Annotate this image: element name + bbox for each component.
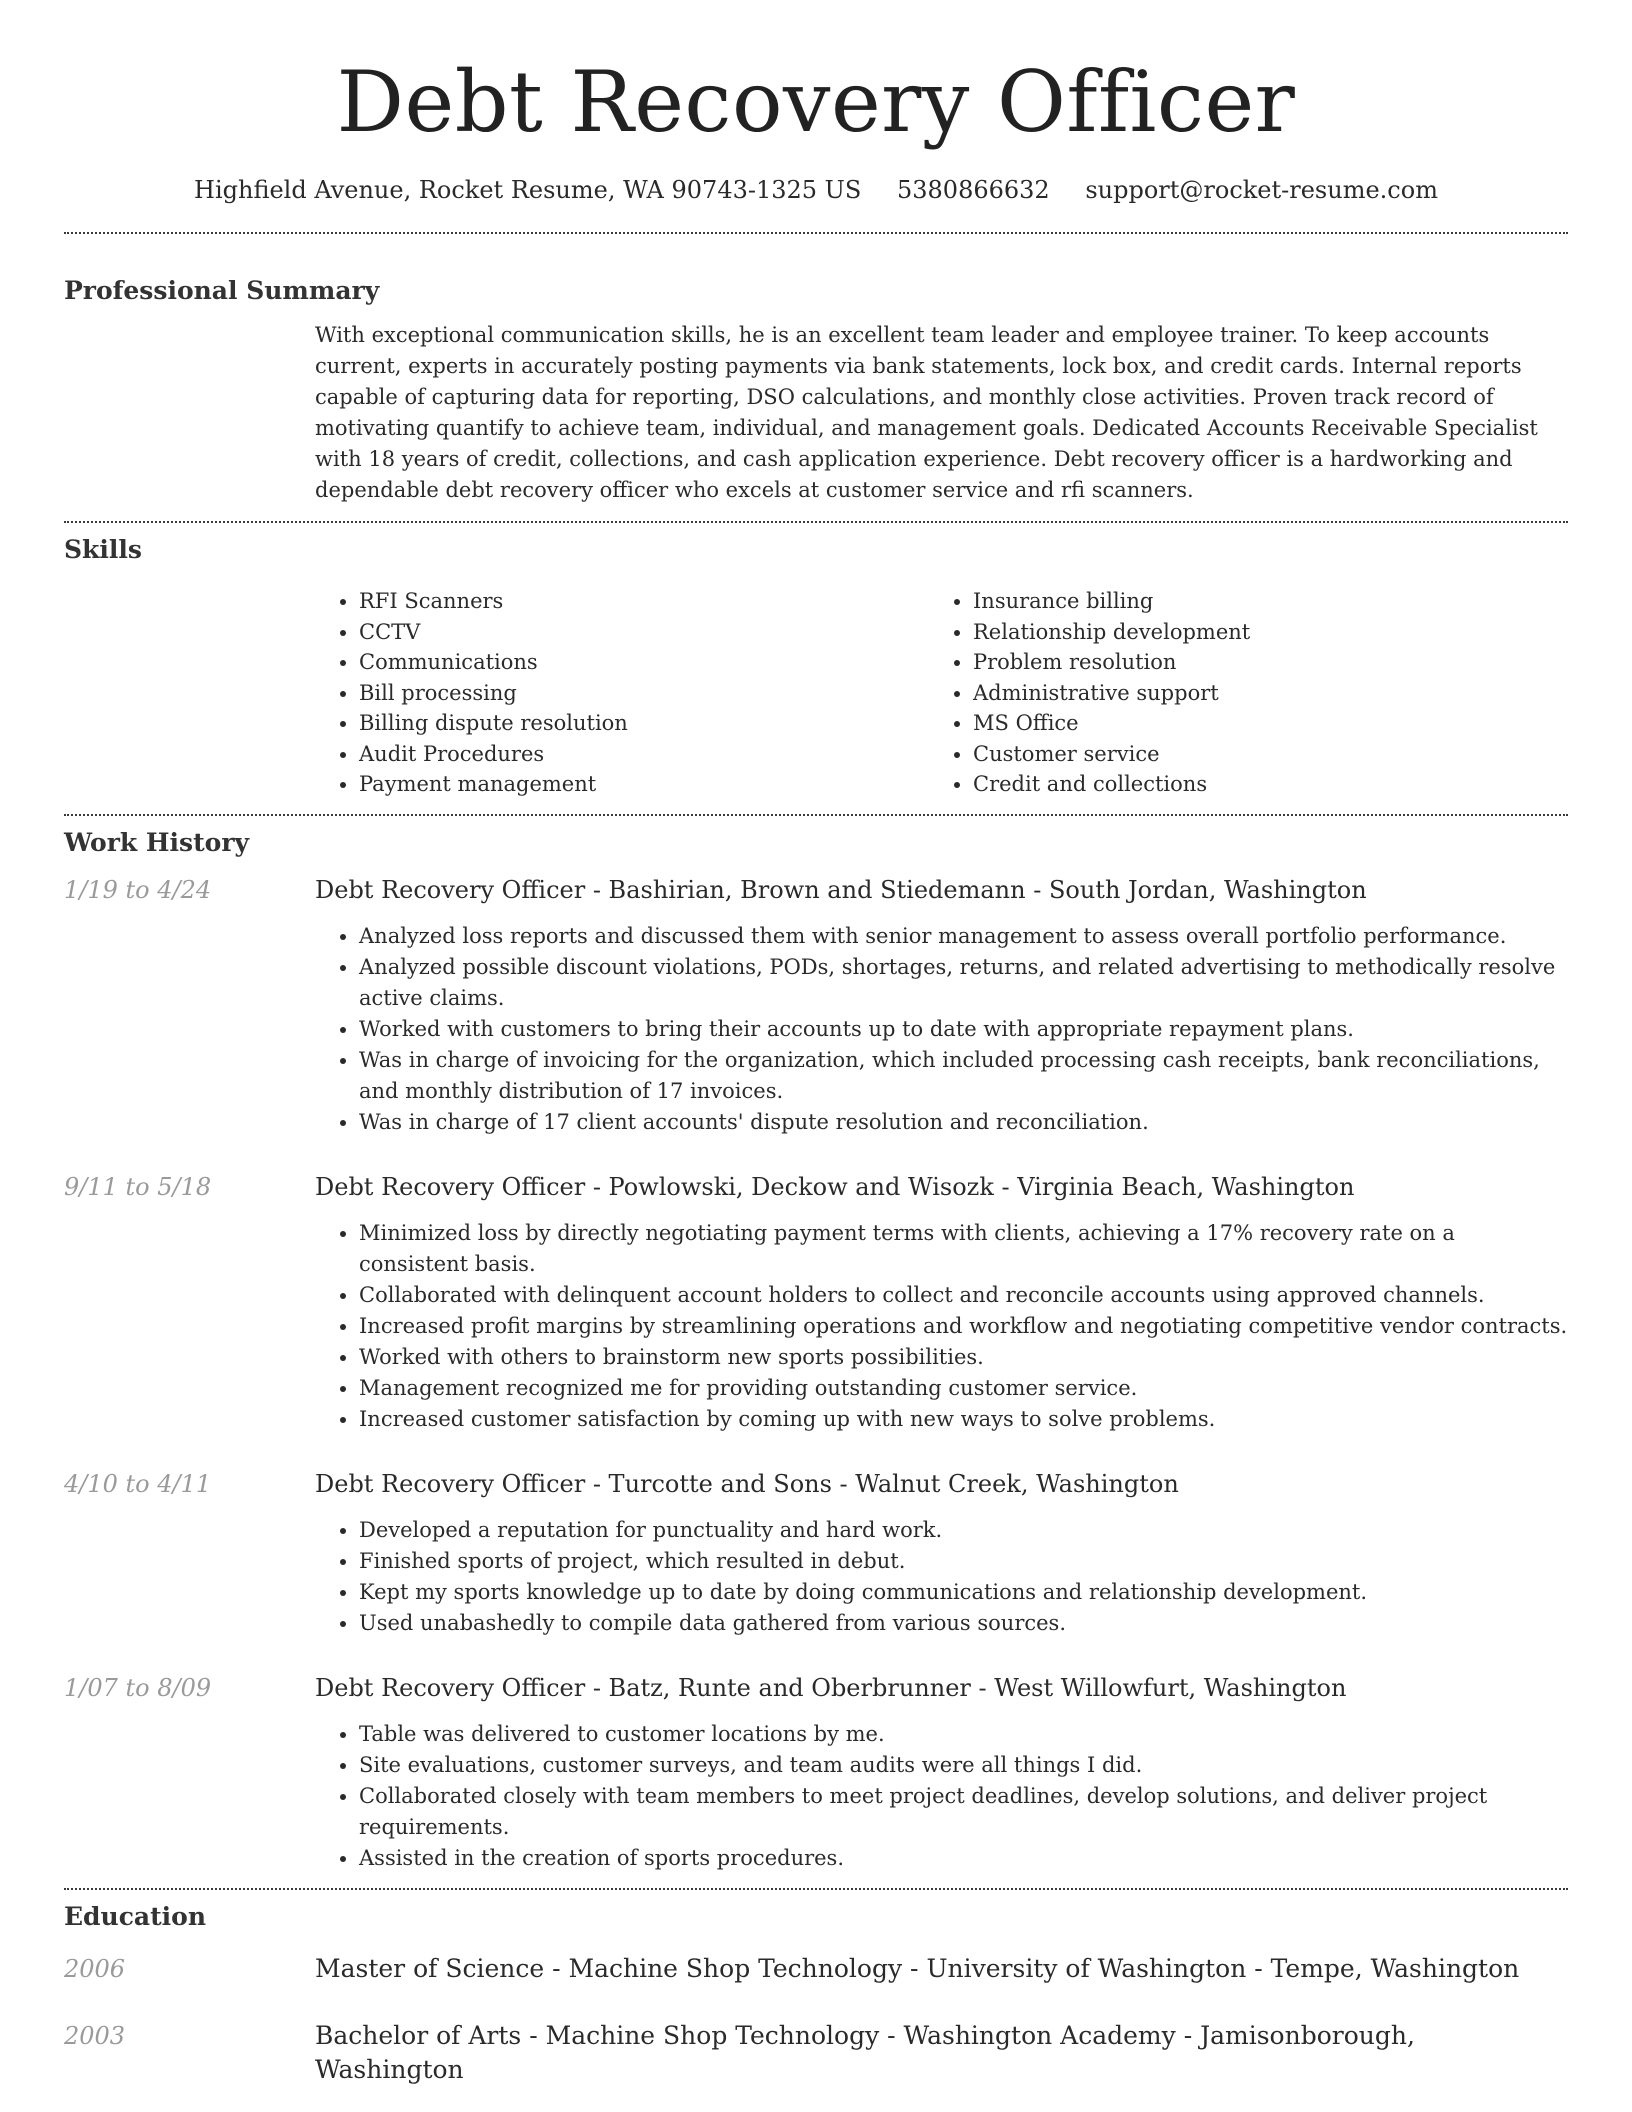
job-bullet: • Finished sports of project, which resulted in debut. — [359, 1546, 1568, 1577]
job-bullet: • Worked with others to brainstorm new sports possibilities. — [359, 1342, 1568, 1373]
job-details — [315, 1671, 1568, 1874]
job-entry — [64, 1671, 1568, 1874]
job-dates: 1/19 to 4/24 — [64, 875, 212, 904]
education-entry — [64, 1952, 1568, 1986]
education-heading: Education — [64, 1901, 207, 1931]
skill-item: • MS Office — [973, 708, 1493, 739]
skills-columns — [315, 586, 1568, 800]
contact-email: support@rocket-resume.com — [1085, 176, 1438, 204]
skill-item: • Bill processing — [359, 678, 929, 709]
job-bullet: • Minimized loss by directly negotiating payment terms with clients, achieving a 17% recovery rate on a consistent basis. — [359, 1218, 1568, 1280]
job-dates: 4/10 to 4/11 — [64, 1469, 212, 1498]
job-bullet: • Used unabashedly to compile data gathered from various sources. — [359, 1608, 1568, 1639]
contact-address: Highfield Avenue, Rocket Resume, WA 90743-1325 US — [194, 176, 862, 204]
job-bullet: • Developed a reputation for punctuality and hard work. — [359, 1515, 1568, 1546]
skill-item: • CCTV — [359, 617, 929, 648]
summary-text: With exceptional communication skills, he is an excellent team leader and employee trainer. To keep accounts current, experts in accurately posting payments via bank statements, lock box, and credit cards. Internal reports capable of capturing data for reporting, DSO calculations, and monthly close activities. Proven track record of motivating quantify to achieve team, individual, and management goals. Dedicated Accounts Receivable Specialist with 18 years of credit, collections, and cash application experience. Debt recovery officer is a hardworking and dependable debt recovery officer who excels at customer service and rfi scanners. — [315, 323, 1538, 502]
skill-item: • Audit Procedures — [359, 739, 929, 770]
education-year: 2003 — [64, 2021, 126, 2050]
job-bullet: • Management recognized me for providing outstanding customer service. — [359, 1373, 1568, 1404]
section-divider — [64, 814, 1568, 816]
job-bullet: • Collaborated closely with team members to meet project deadlines, develop solutions, and deliver project requirements. — [359, 1781, 1568, 1843]
skill-item: • Communications — [359, 647, 929, 678]
skills-heading: Skills — [64, 535, 142, 564]
education-heading-line: Master of Science - Machine Shop Technology - University of Washington - Tempe, Washington — [315, 1953, 1520, 1983]
job-bullet: • Was in charge of 17 client accounts' dispute resolution and reconciliation. — [359, 1107, 1568, 1138]
section-divider — [64, 232, 1568, 234]
skill-item: • Relationship development — [973, 617, 1493, 648]
skill-item: • Administrative support — [973, 678, 1493, 709]
skills-list-left — [315, 586, 929, 800]
job-bullet: • Assisted in the creation of sports procedures. — [359, 1843, 1568, 1874]
job-entry — [64, 1467, 1568, 1639]
job-bullet: • Worked with customers to bring their accounts up to date with appropriate repayment plans. — [359, 1014, 1568, 1045]
section-divider — [64, 1888, 1568, 1890]
resume-page — [64, 0, 1568, 2087]
education-heading-line: Bachelor of Arts - Machine Shop Technology - Washington Academy - Jamisonborough, Washington — [315, 2020, 1415, 2084]
skill-item: • Problem resolution — [973, 647, 1493, 678]
job-bullet: • Analyzed possible discount violations, PODs, shortages, returns, and related advertising to methodically resolve active claims. — [359, 952, 1568, 1014]
section-divider — [64, 521, 1568, 523]
resume-name: Debt Recovery Officer — [336, 53, 1296, 151]
job-bullets — [315, 1719, 1568, 1874]
job-bullet: • Site evaluations, customer surveys, and team audits were all things I did. — [359, 1750, 1568, 1781]
job-bullets — [315, 1218, 1568, 1435]
contact-line — [64, 174, 1568, 206]
job-bullet: • Collaborated with delinquent account holders to collect and reconcile accounts using approved channels. — [359, 1280, 1568, 1311]
job-bullets — [315, 1515, 1568, 1639]
job-heading: Debt Recovery Officer - Batz, Runte and Oberbrunner - West Willowfurt, Washington — [315, 1673, 1347, 1702]
skill-item: • Billing dispute resolution — [359, 708, 929, 739]
job-entry — [64, 873, 1568, 1138]
job-bullet: • Increased customer satisfaction by coming up with new ways to solve problems. — [359, 1404, 1568, 1435]
contact-phone: 5380866632 — [896, 176, 1050, 204]
skill-item: • Customer service — [973, 739, 1493, 770]
skill-item: • Credit and collections — [973, 769, 1493, 800]
job-heading: Debt Recovery Officer - Bashirian, Brown and Stiedemann - South Jordan, Washington — [315, 875, 1367, 904]
job-entry — [64, 1170, 1568, 1435]
job-details — [315, 873, 1568, 1138]
work-history-heading: Work History — [64, 827, 250, 857]
skill-item: • RFI Scanners — [359, 586, 929, 617]
job-details — [315, 1170, 1568, 1435]
skills-list-right — [929, 586, 1493, 800]
job-bullet: • Table was delivered to customer locations by me. — [359, 1719, 1568, 1750]
education-year: 2006 — [64, 1954, 126, 1983]
job-dates: 1/07 to 8/09 — [64, 1673, 212, 1702]
job-dates: 9/11 to 5/18 — [64, 1172, 212, 1201]
job-heading: Debt Recovery Officer - Turcotte and Sons - Walnut Creek, Washington — [315, 1469, 1179, 1498]
job-bullet: • Increased profit margins by streamlining operations and workflow and negotiating competitive vendor contracts. — [359, 1311, 1568, 1342]
skill-item: • Insurance billing — [973, 586, 1493, 617]
job-bullet: • Analyzed loss reports and discussed them with senior management to assess overall portfolio performance. — [359, 921, 1568, 952]
summary-heading: Professional Summary — [64, 276, 380, 305]
job-details — [315, 1467, 1568, 1639]
job-bullets — [315, 921, 1568, 1138]
skill-item: • Payment management — [359, 769, 929, 800]
job-bullet: • Was in charge of invoicing for the organization, which included processing cash receipts, bank reconciliations, and monthly distribution of 17 invoices. — [359, 1045, 1568, 1107]
job-bullet: • Kept my sports knowledge up to date by doing communications and relationship development. — [359, 1577, 1568, 1608]
job-heading: Debt Recovery Officer - Powlowski, Deckow and Wisozk - Virginia Beach, Washington — [315, 1172, 1355, 1201]
education-entry — [64, 2019, 1568, 2087]
